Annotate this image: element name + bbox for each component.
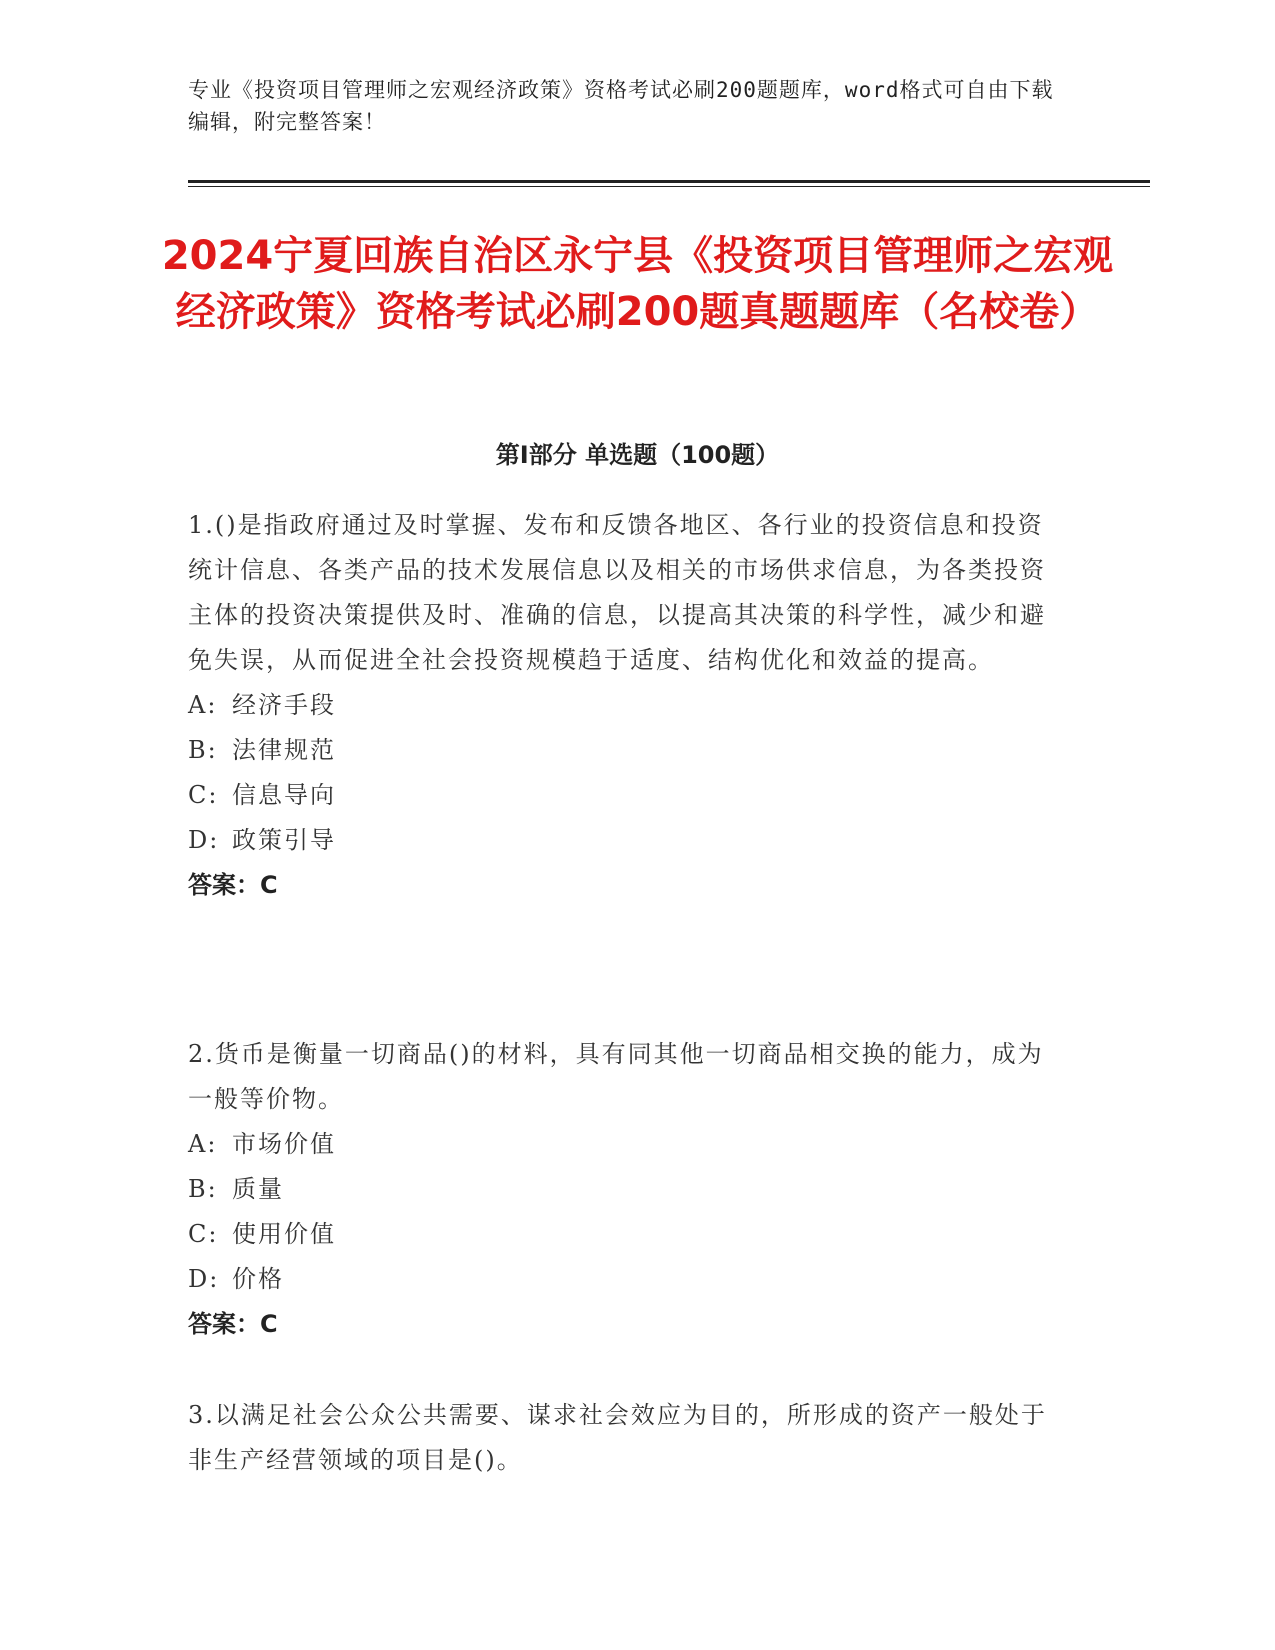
option-text: 政策引导 bbox=[232, 826, 336, 854]
option-c bbox=[188, 773, 1048, 818]
question-1 bbox=[188, 503, 1048, 908]
question-stem: 2.货币是衡量一切商品()的材料，具有同其他一切商品相交换的能力，成为一般等价物。 bbox=[188, 1040, 1044, 1113]
header-divider-thick bbox=[188, 180, 1150, 183]
answer-line: 答案：C bbox=[188, 1310, 278, 1338]
option-letter: D: bbox=[188, 1265, 220, 1293]
option-d bbox=[188, 1257, 1048, 1302]
question-stem: 1.()是指政府通过及时掌握、发布和反馈各地区、各行业的投资信息和投资统计信息、各类产品的技术发展信息以及相关的市场供求信息，为各类投资主体的投资决策提供及时、准确的信息，以提高其决策的科学性，减少和避免失误，从而促进全社会投资规模趋于适度、结构优化和效益的提高。 bbox=[188, 511, 1046, 674]
option-b bbox=[188, 728, 1048, 773]
option-letter: D: bbox=[188, 826, 220, 854]
option-text: 经济手段 bbox=[232, 691, 336, 719]
option-text: 信息导向 bbox=[232, 781, 336, 809]
option-text: 质量 bbox=[232, 1175, 284, 1203]
option-text: 市场价值 bbox=[232, 1130, 336, 1158]
option-text: 法律规范 bbox=[232, 736, 336, 764]
option-letter: B: bbox=[188, 736, 218, 764]
answer-line: 答案：C bbox=[188, 871, 278, 899]
option-d bbox=[188, 818, 1048, 863]
option-a bbox=[188, 683, 1048, 728]
option-a bbox=[188, 1122, 1048, 1167]
question-stem: 3.以满足社会公众公共需要、谋求社会效应为目的，所形成的资产一般处于非生产经营领域的项目是()。 bbox=[188, 1401, 1047, 1474]
header-divider-thin bbox=[188, 186, 1150, 187]
section-heading: 第Ⅰ部分 单选题（100题） bbox=[495, 441, 780, 469]
question-3 bbox=[188, 1393, 1048, 1483]
option-letter: B: bbox=[188, 1175, 218, 1203]
header-note: 专业《投资项目管理师之宏观经济政策》资格考试必刷200题题库，word格式可自由下载编辑，附完整答案！ bbox=[188, 78, 1054, 134]
question-2 bbox=[188, 1032, 1048, 1347]
option-text: 使用价值 bbox=[232, 1220, 336, 1248]
option-text: 价格 bbox=[232, 1265, 284, 1293]
option-letter: C: bbox=[188, 781, 219, 809]
option-c bbox=[188, 1212, 1048, 1257]
option-letter: C: bbox=[188, 1220, 219, 1248]
option-b bbox=[188, 1167, 1048, 1212]
option-letter: A: bbox=[188, 1130, 218, 1158]
document-title: 2024宁夏回族自治区永宁县《投资项目管理师之宏观经济政策》资格考试必刷200题真题题库（名校卷） bbox=[161, 233, 1114, 335]
option-letter: A: bbox=[188, 691, 218, 719]
